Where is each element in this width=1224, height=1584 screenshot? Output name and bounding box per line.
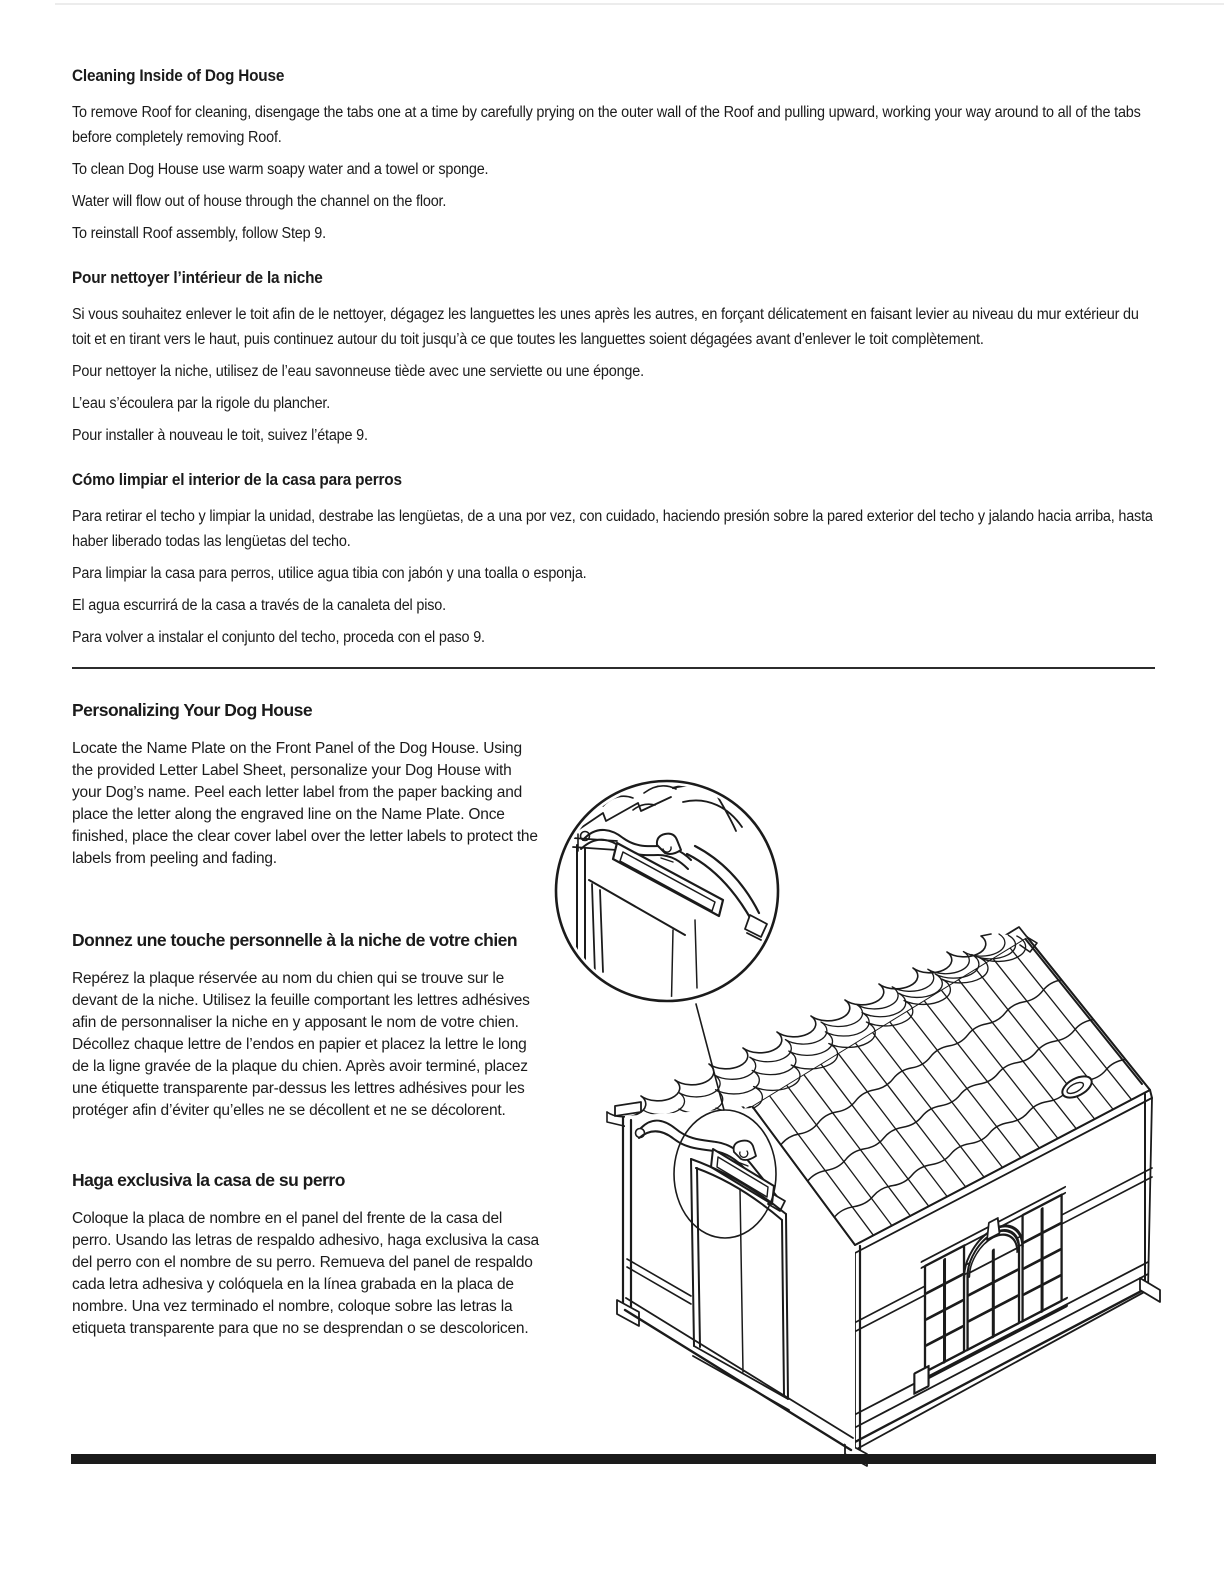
paragraph-personalizing-en: Locate the Name Plate on the Front Panel of the Dog House. Using the provided Letter Label Sheet, personalize your Dog House with your Dog’s name. Peel each letter label from the paper backing and place the letter along the engraved line on the Name Plate. Once finished, place the clear cover label over the letter labels to protect the labels from peeling and fading. <box>72 740 538 867</box>
paragraph-cleaning-fr-4: Pour installer à nouveau le toit, suivez l’étape 9. <box>72 427 368 444</box>
paragraph-cleaning-en-1: To remove Roof for cleaning, disengage the tabs one at a time by carefully prying on the outer wall of the Roof and pulling upward, working your way around to all of the tabs before completely removing Roof. <box>72 104 1141 146</box>
paragraph-cleaning-fr-3: L’eau s’écoulera par la rigole du plancher. <box>72 395 331 412</box>
heading-cleaning-fr: Pour nettoyer l’intérieur de la niche <box>72 269 323 287</box>
heading-personalizing-fr: Donnez une touche personnelle à la niche de votre chien <box>72 930 518 950</box>
paragraph-personalizing-es: Coloque la placa de nombre en el panel del frente de la casa del perro. Usando las letras de respaldo adhesivo, haga exclusiva la casa del perro con el nombre de su perro. Remueva del panel de respaldo cada letra adhesiva y colóquela en la línea grabada en la placa de nombre. Una vez terminado el nombre, coloque sobre las letras la etiqueta transparente para que no se desprendan o se descoloricen. <box>72 1210 539 1337</box>
paragraph-cleaning-fr-2: Pour nettoyer la niche, utilisez de l’eau savonneuse tiède avec une serviette ou une éponge. <box>72 363 644 380</box>
paragraph-cleaning-en-2: To clean Dog House use warm soapy water and a towel or sponge. <box>72 161 489 178</box>
heading-cleaning-es: Cómo limpiar el interior de la casa para perros <box>72 471 402 489</box>
page-footer-bar <box>71 1454 1156 1464</box>
cleaning-instructions-section <box>72 0 1156 657</box>
paragraph-cleaning-es-4: Para volver a instalar el conjunto del techo, proceda con el paso 9. <box>72 629 485 646</box>
personalizing-section <box>72 690 544 1340</box>
paragraph-cleaning-en-3: Water will flow out of house through the channel on the floor. <box>72 193 447 210</box>
paragraph-cleaning-es-3: El agua escurrirá de la casa a través de la canaleta del piso. <box>72 597 446 614</box>
paragraph-cleaning-es-2: Para limpiar la casa para perros, utilice agua tibia con jabón y una toalla o esponja. <box>72 565 587 582</box>
paragraph-cleaning-fr-1: Si vous souhaitez enlever le toit afin de le nettoyer, dégagez les languettes les unes après les autres, en forçant délicatement en faisant levier au niveau du mur extérieur du toit et en tirant vers le haut, puis continuez autour du toit jusqu’à ce que toutes les languettes soient dégagées avant d’enlever le toit complètement. <box>72 306 1139 348</box>
heading-personalizing-es: Haga exclusiva la casa de su perro <box>72 1170 345 1190</box>
paragraph-cleaning-en-4: To reinstall Roof assembly, follow Step 9. <box>72 225 326 242</box>
paragraph-cleaning-es-1: Para retirar el techo y limpiar la unidad, destrabe las lengüetas, de a una por vez, con cuidado, haciendo presión sobre la pared exterior del techo y jalando hacia arriba, hasta haber liberado todas las lengüetas del techo. <box>72 508 1153 550</box>
section-divider-rule <box>72 667 1155 669</box>
dog-house-line-drawing <box>545 750 1205 1490</box>
dog-house-illustration <box>545 750 1205 1490</box>
heading-personalizing-en: Personalizing Your Dog House <box>72 700 313 720</box>
paragraph-personalizing-fr: Repérez la plaque réservée au nom du chien qui se trouve sur le devant de la niche. Utilisez la feuille comportant les lettres adhésives afin de personnaliser la niche en y apposant le nom de votre chien. Décollez chaque lettre de l’endos en papier et placez la lettre le long de la ligne gravée de la plaque du chien. Après avoir terminé, placez une étiquette transparente par-dessus les lettres adhésives pour les protéger afin d’éviter qu’elles ne se décollent et ne se décolorent. <box>72 970 530 1119</box>
heading-cleaning-en: Cleaning Inside of Dog House <box>72 67 285 85</box>
